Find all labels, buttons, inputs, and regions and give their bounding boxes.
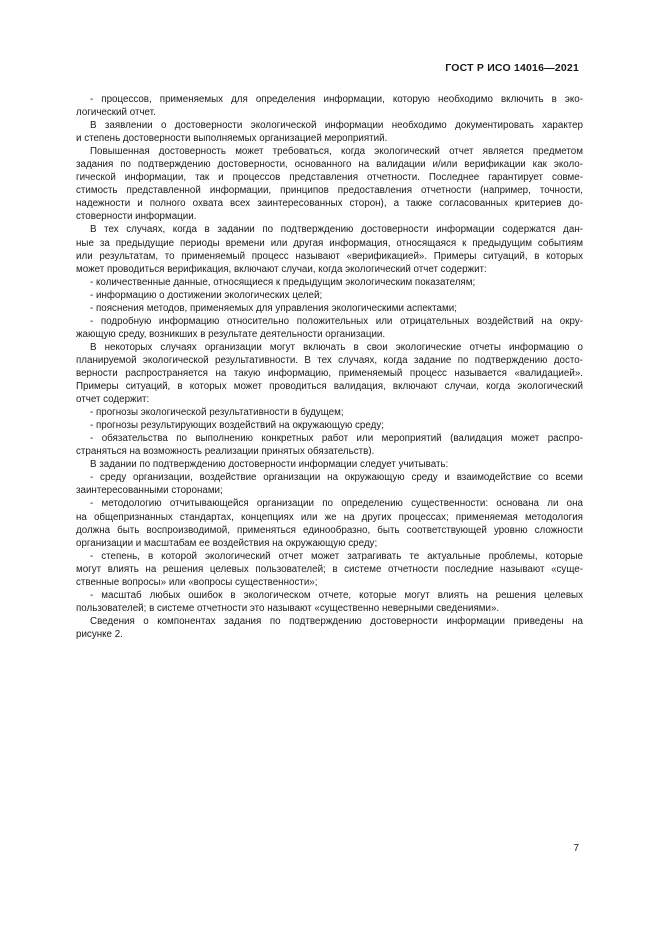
text-line: могут влиять на решения целевых пользователей; в системе отчетности последние называют «суще-: [76, 563, 583, 575]
text-line: логический отчет.: [76, 107, 156, 119]
text-line: ственные вопросы» или «вопросы существенности»;: [76, 576, 318, 588]
text-line: - количественные данные, относящиеся к предыдущим экологическим показателям;: [90, 276, 476, 288]
paragraph: [76, 497, 583, 549]
text-line: страняться на возможность реализации принятых обязательств).: [76, 446, 375, 458]
paragraph: [76, 289, 583, 302]
paragraph: [76, 432, 583, 458]
page-number: 7: [573, 843, 579, 854]
paragraph: [76, 615, 583, 641]
text-line: планируемой экологической результативности. В тех случаях, когда задание по подтверждению досто-: [76, 354, 583, 366]
paragraph: [76, 341, 583, 406]
text-line: рисунке 2.: [76, 628, 123, 640]
text-line: - прогнозы результирующих воздействий на окружающую среду;: [90, 420, 384, 432]
text-line: В некоторых случаях организации могут включать в свои экологические отчеты информацию о: [90, 341, 583, 353]
paragraph: [76, 406, 583, 419]
text-line: - прогнозы экологической результативности в будущем;: [90, 407, 344, 419]
text-line: стоверности информации.: [76, 211, 197, 223]
text-line: надежности и полного охвата всех заинтересованных сторон), а также согласованных критериев до-: [76, 198, 583, 210]
text-line: В задании по подтверждению достоверности информации следует учитывать:: [90, 459, 449, 471]
text-line: - методологию отчитывающейся организации по определению существенности: основана ли она: [90, 498, 583, 510]
text-line: - процессов, применяемых для определения информации, которую необходимо включить в эко-: [90, 94, 583, 105]
text-line: ные за предыдущие периоды времени или другая информация, относящаяся к предыдущим событиям: [76, 237, 583, 249]
paragraph: [76, 302, 583, 315]
text-line: стимость представленной информации, принципов предоставления отчетности (например, точности,: [76, 185, 583, 197]
paragraph: [76, 276, 583, 289]
paragraph: [76, 458, 583, 471]
text-line: - информацию о достижении экологических целей;: [90, 289, 323, 301]
text-line: - обязательства по выполнению конкретных работ или мероприятий (валидация может распро-: [90, 433, 583, 445]
text-line: жающую среду, возникших в результате деятельности организации.: [76, 328, 386, 340]
paragraph: [76, 589, 583, 615]
text-line: пользователей; в системе отчетности это называют «существенно неверными сведениями».: [76, 602, 500, 614]
document-header: ГОСТ Р ИСО 14016—2021: [445, 62, 579, 74]
document-body: [76, 93, 583, 641]
text-line: В заявлении о достоверности экологической информации необходимо документировать характер: [90, 120, 583, 132]
text-line: - масштаб любых ошибок в экологическом отчете, которые могут влиять на решения целевых: [90, 589, 583, 601]
text-line: на общепризнанных стандартах, концепциях или же на других процессах; применяемая методология: [76, 511, 583, 523]
text-line: организации и масштабам ее воздействия на окружающую среду;: [76, 537, 378, 549]
text-line: гической информации, так и процессов представления отчетности. Последнее гарантирует совме-: [76, 172, 583, 184]
paragraph: [76, 315, 583, 341]
paragraph: [76, 145, 583, 223]
text-line: - подробную информацию относительно положительных или отрицательных воздействий на окру-: [90, 315, 583, 327]
text-line: может проводиться верификация, включают случаи, когда экологический отчет содержит:: [76, 263, 487, 275]
paragraph: [76, 471, 583, 497]
text-line: и степень достоверности выполняемых организацией мероприятий.: [76, 133, 388, 145]
text-line: - пояснения методов, применяемых для управления экологическими аспектами;: [90, 302, 457, 314]
text-line: Сведения о компонентах задания по подтверждению достоверности информации приведены на: [90, 615, 583, 627]
text-line: должна быть воспроизводимой, применяться единообразно, быть соответствующей уровню сложности: [76, 524, 583, 536]
paragraph: [76, 419, 583, 432]
text-line: - среду организации, воздействие организации на окружающую среду и взаимодействие со всеми: [90, 472, 583, 484]
paragraph: [76, 223, 583, 275]
paragraph: [76, 93, 583, 119]
text-line: задания по подтверждению достоверности, основанного на валидации и/или верификации как эколо-: [76, 159, 583, 171]
text-line: Примеры ситуаций, в которых может проводиться валидация, включают случаи, когда экологический: [76, 381, 583, 393]
text-line: отчет содержит:: [76, 394, 150, 406]
paragraph: [76, 119, 583, 145]
text-line: или результатам, то применяемый процесс называют «верификацией». Примеры ситуаций, в которых: [76, 250, 583, 262]
text-line: Повышенная достоверность может требоваться, когда экологический отчет является предметом: [90, 146, 583, 158]
text-line: В тех случаях, когда в задании по подтверждению достоверности информации содержатся дан-: [90, 224, 583, 236]
text-line: - степень, в которой экологический отчет может затрагивать те актуальные проблемы, которые: [90, 550, 583, 562]
text-line: заинтересованными сторонами;: [76, 485, 223, 497]
paragraph: [76, 550, 583, 589]
text-line: верности распространяется на такую информацию, применяемый процесс называется «валидацией».: [76, 367, 583, 379]
